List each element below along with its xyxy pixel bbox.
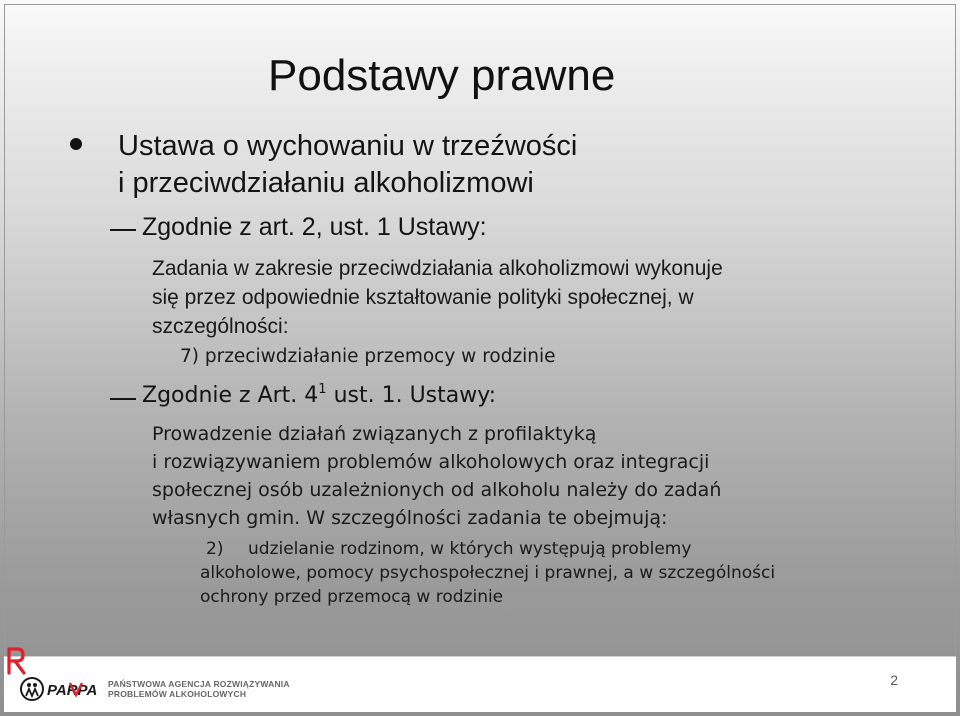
paragraph-line: Zadania w zakresie przeciwdziałania alkoholizmowi wykonuje — [152, 257, 723, 280]
bullet-1-line-1: Ustawa o wychowaniu w trzeźwości — [118, 130, 578, 162]
logo-word: PARPA — [47, 682, 98, 699]
sub-bullet-1-paragraph — [152, 254, 892, 341]
parpa-logo — [20, 674, 290, 704]
list-item-line: alkoholowe, pomocy psychospołecznej i prawnej, a w szczególności — [200, 563, 776, 583]
parpa-red-mark-icon — [6, 647, 26, 675]
sub-bullet-2-paragraph — [152, 420, 912, 532]
dash-icon — [110, 398, 136, 400]
list-item-text: udzielanie rodzinom, w których występują problemy — [248, 539, 692, 559]
organization-name-line-1: PAŃSTWOWA AGENCJA ROZWIĄZYWANIA — [108, 679, 290, 689]
bullet-dot-icon — [70, 138, 82, 150]
paragraph-line: społecznej osób uzależnionych od alkoholu należy do zadań — [152, 479, 722, 501]
sub-bullet-1-heading: Zgodnie z art. 2, ust. 1 Ustawy: — [142, 213, 487, 241]
list-item-line — [200, 537, 940, 561]
heading-text: ust. 1. Ustawy: — [326, 383, 497, 408]
dash-icon — [110, 229, 136, 231]
paragraph-line: i rozwiązywaniem problemów alkoholowych oraz integracji — [152, 451, 710, 473]
list-item-line: ochrony przed przemocą w rodzinie — [200, 587, 504, 607]
list-item-number: 2) — [206, 539, 224, 559]
slide-title: Podstawy prawne — [268, 51, 616, 100]
paragraph-line: się przez odpowiednie kształtowanie polityki społecznej, w — [152, 286, 694, 309]
bullet-1-line-2: i przeciwdziałaniu alkoholizmowi — [118, 167, 534, 199]
list-item-2 — [200, 537, 940, 609]
bullet-1 — [118, 128, 738, 202]
sub-bullet-2-heading — [142, 380, 496, 412]
list-item-7: 7) przeciwdziałanie przemocy w rodzinie — [180, 346, 556, 367]
organization-name — [108, 679, 290, 699]
organization-name-line-2: PROBLEMÓW ALKOHOLOWYCH — [108, 689, 247, 699]
paragraph-line: Prowadzenie działań związanych z profilaktyką — [152, 423, 597, 445]
heading-text: Zgodnie z Art. 4 — [142, 383, 319, 408]
page-number: 2 — [890, 672, 898, 688]
paragraph-line: własnych gmin. W szczególności zadania te obejmują: — [152, 507, 668, 529]
parpa-logo-icon — [20, 674, 98, 704]
paragraph-line: szczególności: — [152, 315, 289, 338]
superscript: 1 — [318, 382, 327, 397]
